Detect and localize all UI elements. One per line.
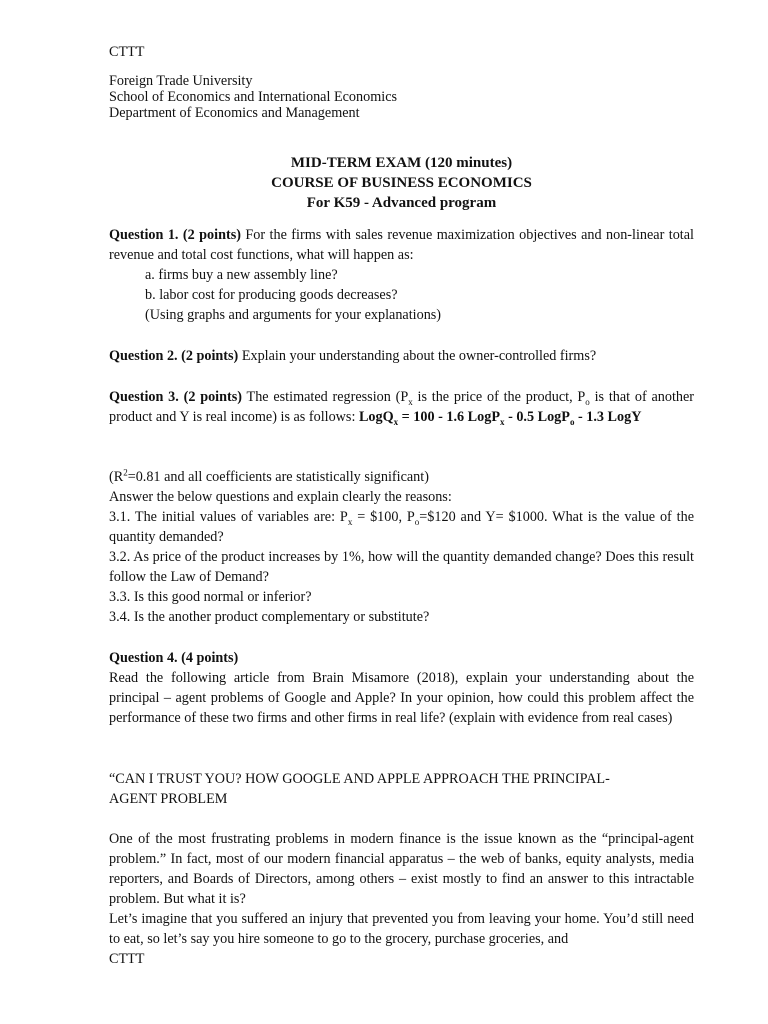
school-name: School of Economics and International Economics xyxy=(109,89,398,105)
r-squared-note: ($R^2=0.81$ and all coefficients are statistically significant) xyxy=(109,467,429,485)
article-body xyxy=(109,829,694,949)
question-3-label: Question 3. (2 points) xyxy=(109,389,242,405)
question-3-instruction: Answer the below questions and explain clearly the reasons: xyxy=(109,489,452,505)
article-paragraph-1: One of the most frustrating problems in modern finance is the issue known as the “principal-agent problem.” In fact, most of our modern financial apparatus – the web of banks, equity analysts, media reporters, and Boards of Directors, among others – exist mostly to find an answer to this intractable problem. But what it is? xyxy=(109,831,694,907)
question-1-label: Question 1. (2 points) xyxy=(109,227,241,243)
article-title xyxy=(109,769,694,809)
course-title: COURSE OF BUSINESS ECONOMICS xyxy=(271,175,532,191)
question-4-label: Question 4. (4 points) xyxy=(109,650,239,666)
question-3-details xyxy=(109,467,694,627)
question-1-item-b: b. labor cost for producing goods decreases? xyxy=(145,287,398,303)
question-2-text: Explain your understanding about the owner-controlled firms? xyxy=(238,348,597,364)
exam-title: MID-TERM EXAM (120 minutes) xyxy=(290,155,513,171)
university-name: Foreign Trade University xyxy=(109,73,253,89)
subquestion-3-3: 3.3. Is this good normal or inferior? xyxy=(109,589,312,605)
footer-code: CTTT xyxy=(109,951,145,967)
subquestion-3-2: 3.2. As price of the product increases by 1%, how will the quantity demanded change? Does this result follow the Law of Demand? xyxy=(109,549,694,585)
question-1 xyxy=(109,225,694,325)
department-name: Department of Economics and Management xyxy=(109,105,360,121)
program-title: For K59 - Advanced program xyxy=(306,195,497,211)
question-4-text: Read the following article from Brain Misamore (2018), explain your understanding about the principal – agent problems of Google and Apple? In your opinion, how could this problem affect the performance of these two firms and other firms in real life? (explain with evidence from real cases) xyxy=(109,670,694,726)
header-code: CTTT xyxy=(109,44,145,60)
subquestion-3-1: 3.1. The initial values of variables are: $P_x$ = $100, $P_o=\$120$ and Y= $1000. What is the value of the quantity demanded? xyxy=(109,509,695,545)
question-4 xyxy=(109,648,694,728)
question-3: Question 3. (2 points) The estimated regression ($P_x$ is the price of the product, $P_o$ is that of another product and Y is real income) is as follows: LogQ$_x$ = 100 - 1.6 LogP$_x$ - 0.5 LogP$_o$ - 1.3 LogY xyxy=(109,389,695,427)
subquestion-3-4: 3.4. Is the another product complementary or substitute? xyxy=(109,609,430,625)
question-2-label: Question 2. (2 points) xyxy=(109,348,239,364)
article-title-line-2: AGENT PROBLEM xyxy=(109,791,228,807)
regression-equation: LogQ$_x$ = 100 - 1.6 LogP$_x$ - 0.5 LogP$_o$ - 1.3 LogY xyxy=(358,409,642,427)
article-paragraph-2: Let’s imagine that you suffered an injury that prevented you from leaving your home. You’d still need to eat, so let’s say you hire someone to go to the grocery, purchase groceries, and xyxy=(109,911,694,947)
question-1-text: For the firms with sales revenue maximization objectives and non-linear total revenue and total cost functions, what will happen as: xyxy=(109,227,694,263)
question-1-note: (Using graphs and arguments for your explanations) xyxy=(145,307,442,323)
article-title-line-1: “CAN I TRUST YOU? HOW GOOGLE AND APPLE APPROACH THE PRINCIPAL- xyxy=(109,771,610,787)
institution-block xyxy=(109,73,694,121)
question-2 xyxy=(109,346,694,366)
question-1-item-a: a. firms buy a new assembly line? xyxy=(145,267,338,283)
